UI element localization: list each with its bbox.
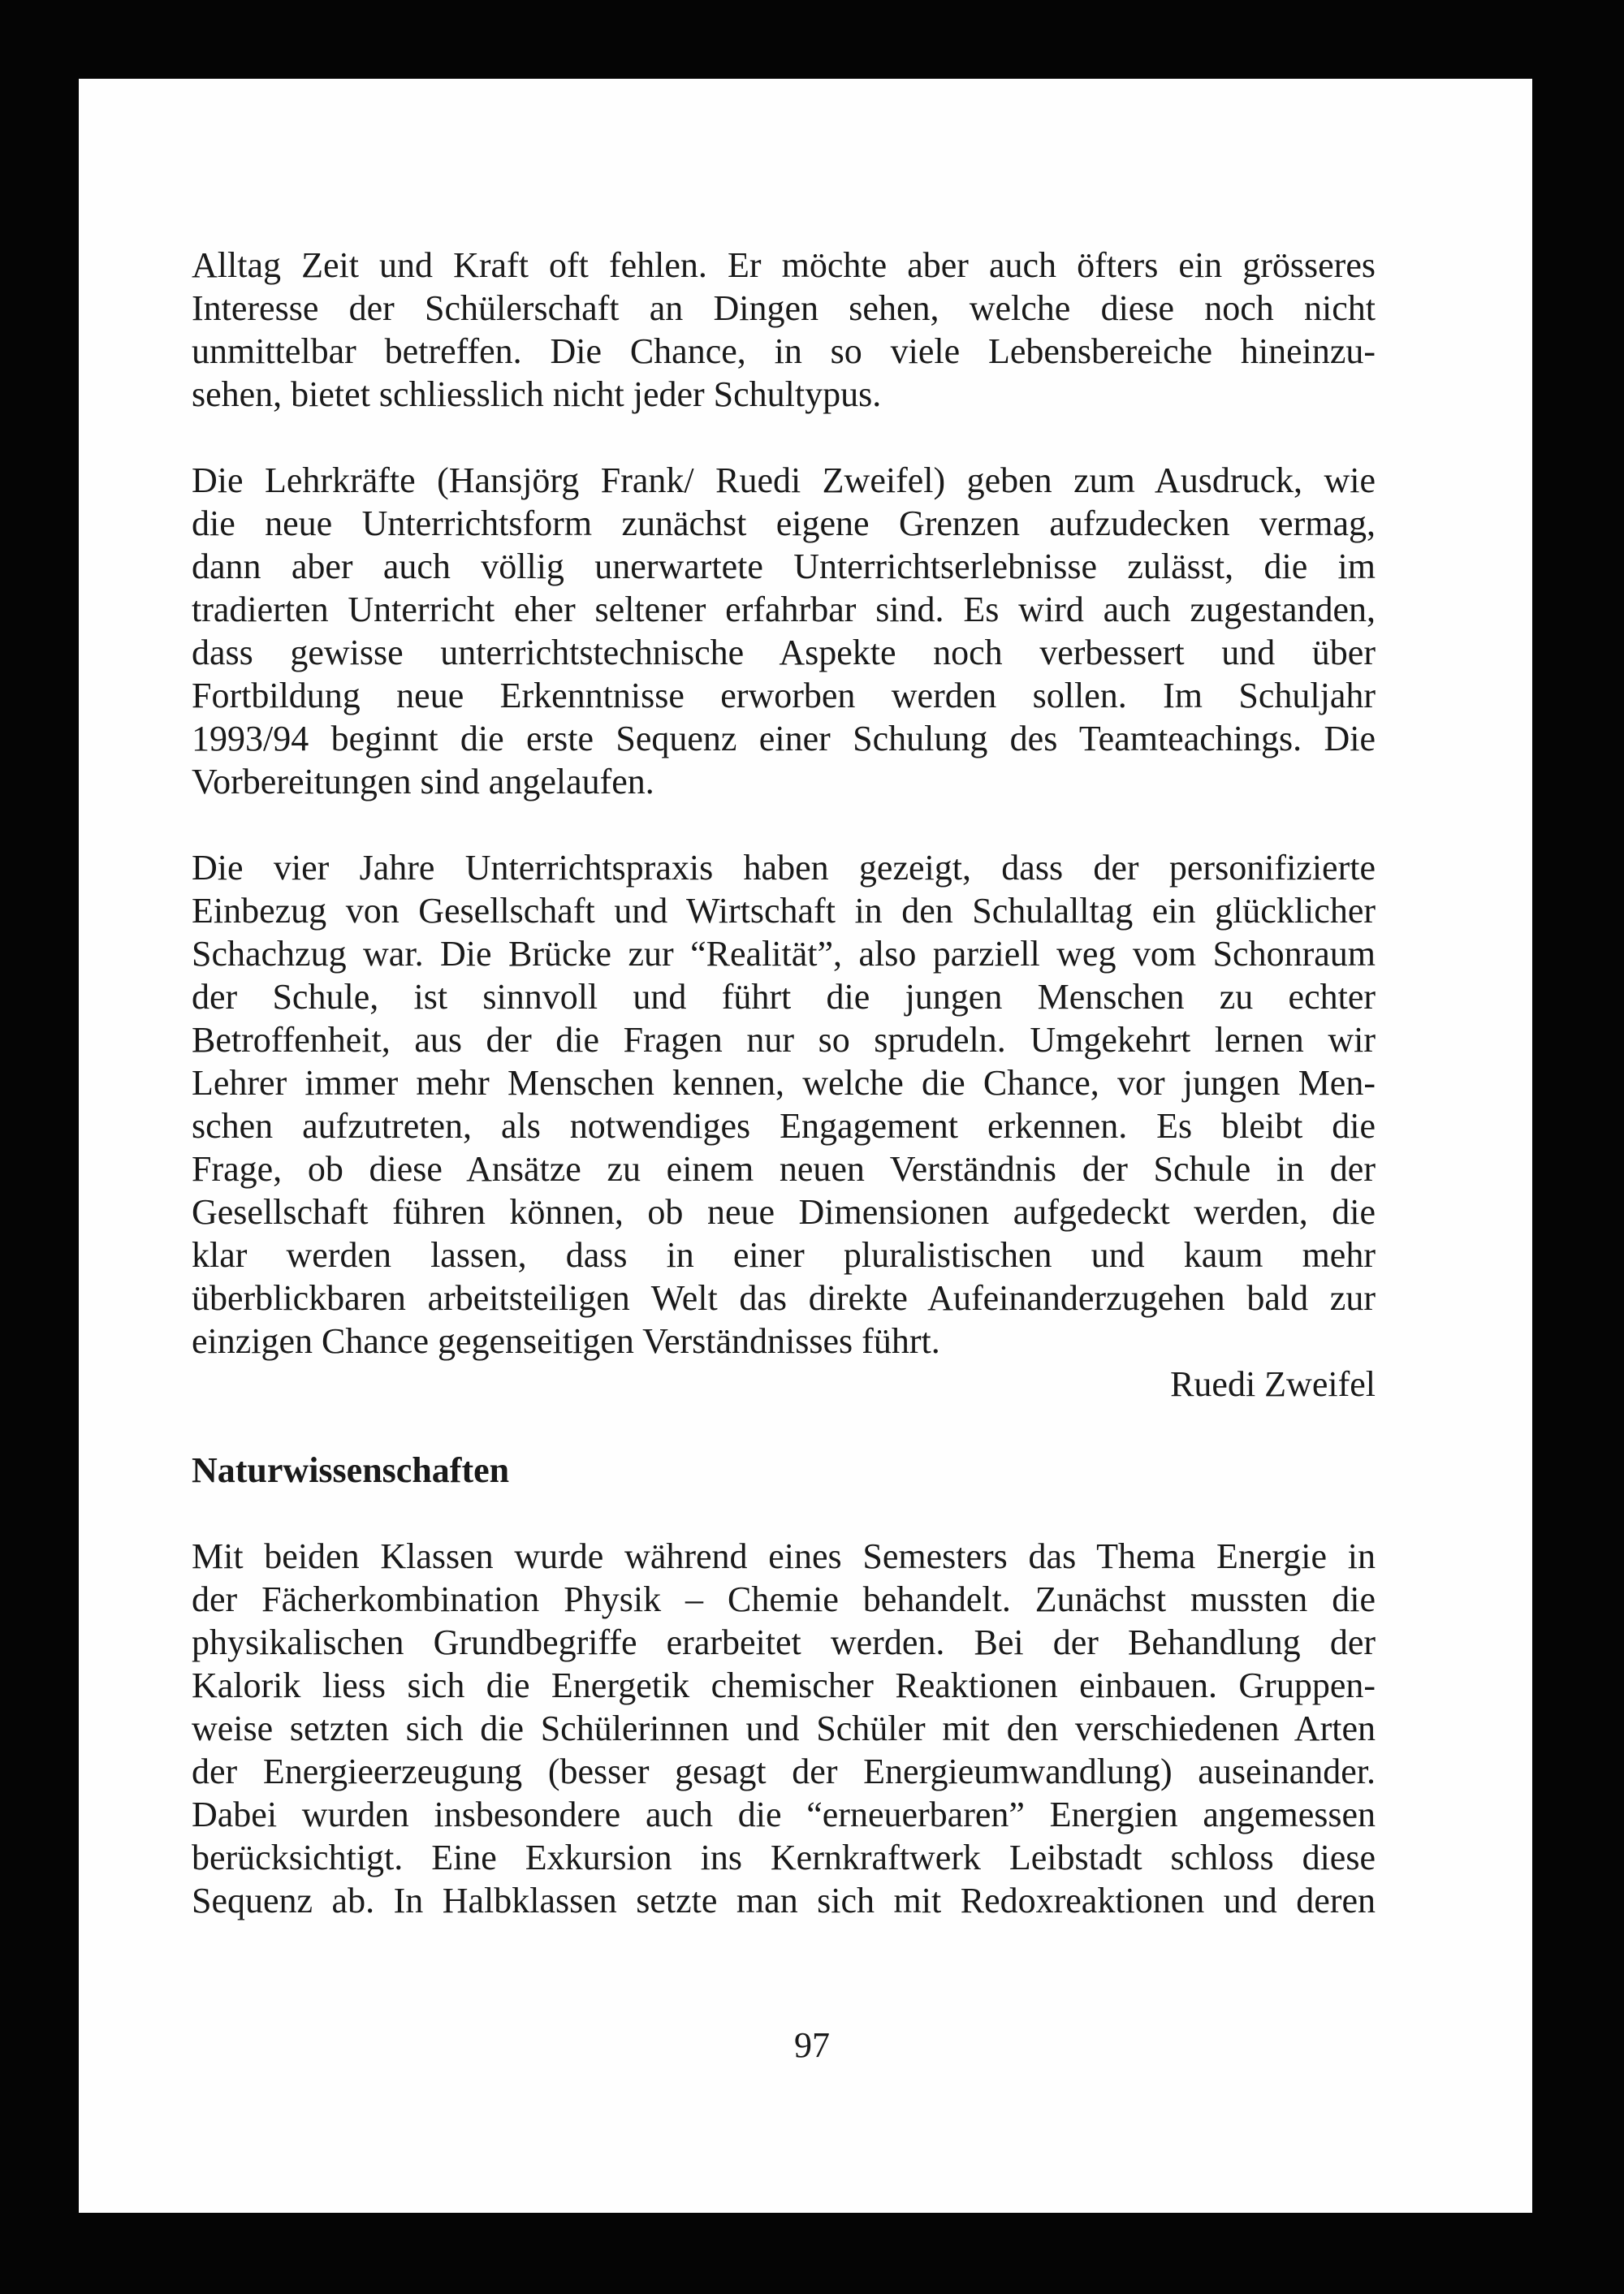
text-line: überblickbaren arbeitsteiligen Welt das direkte Aufeinanderzugehen bald zur bbox=[192, 1278, 1376, 1318]
text-line: schen aufzutreten, als notwendiges Engagement erkennen. Es bleibt die bbox=[192, 1106, 1376, 1146]
text-line: unmittelbar betreffen. Die Chance, in so viele Lebensbereiche hineinzu- bbox=[192, 331, 1376, 371]
text-line: der Fächerkombination Physik – Chemie behandelt. Zunächst mussten die bbox=[192, 1579, 1376, 1619]
text-line: Mit beiden Klassen wurde während eines Semesters das Thema Energie in bbox=[192, 1536, 1376, 1576]
body-text bbox=[192, 244, 1376, 1922]
text-line: Betroffenheit, aus der die Fragen nur so sprudeln. Umgekehrt lernen wir bbox=[192, 1020, 1376, 1060]
text-line: tradierten Unterricht eher seltener erfahrbar sind. Es wird auch zugestanden, bbox=[192, 590, 1376, 629]
section-heading: Naturwissenschaften bbox=[192, 1450, 510, 1490]
text-line: Dabei wurden insbesondere auch die “erneuerbaren” Energien angemessen bbox=[192, 1795, 1376, 1834]
text-line: die neue Unterrichtsform zunächst eigene Grenzen aufzudecken vermag, bbox=[192, 503, 1376, 543]
text-line: einzigen Chance gegenseitigen Verständnisses führt. bbox=[192, 1321, 940, 1361]
text-line: Die Lehrkräfte (Hansjörg Frank/ Ruedi Zweifel) geben zum Ausdruck, wie bbox=[192, 460, 1376, 500]
text-line: 1993/94 beginnt die erste Sequenz einer Schulung des Teamteachings. Die bbox=[192, 719, 1376, 758]
text-line: Alltag Zeit und Kraft oft fehlen. Er möchte aber auch öfters ein grösseres bbox=[192, 245, 1376, 285]
text-line: sehen, bietet schliesslich nicht jeder Schultypus. bbox=[192, 374, 882, 414]
paragraph-3 bbox=[192, 846, 1376, 1363]
text-line: Schachzug war. Die Brücke zur “Realität”, also parziell weg vom Schonraum bbox=[192, 934, 1376, 974]
text-line: klar werden lassen, dass in einer pluralistischen und kaum mehr bbox=[192, 1235, 1376, 1275]
text-line: der Energieerzeugung (besser gesagt der Energieumwandlung) auseinander. bbox=[192, 1752, 1376, 1791]
author-signature: Ruedi Zweifel bbox=[1170, 1364, 1376, 1404]
text-line: physikalischen Grundbegriffe erarbeitet werden. Bei der Behandlung der bbox=[192, 1622, 1376, 1662]
text-line: Sequenz ab. In Halbklassen setzte man sich mit Redoxreaktionen und deren bbox=[192, 1881, 1376, 1920]
text-line: Fortbildung neue Erkenntnisse erworben werden sollen. Im Schuljahr bbox=[192, 676, 1376, 715]
text-line: dass gewisse unterrichtstechnische Aspekte noch verbessert und über bbox=[192, 633, 1376, 672]
paragraph-1 bbox=[192, 244, 1376, 416]
text-line: Die vier Jahre Unterrichtspraxis haben gezeigt, dass der personifizierte bbox=[192, 848, 1376, 888]
text-line: weise setzten sich die Schülerinnen und Schüler mit den verschiedenen Arten bbox=[192, 1709, 1376, 1748]
text-line: Lehrer immer mehr Menschen kennen, welche die Chance, vor jungen Men- bbox=[192, 1063, 1376, 1103]
paragraph-2 bbox=[192, 459, 1376, 803]
text-line: Vorbereitungen sind angelaufen. bbox=[192, 762, 654, 801]
text-line: Frage, ob diese Ansätze zu einem neuen Verständnis der Schule in der bbox=[192, 1149, 1376, 1189]
text-line: Interesse der Schülerschaft an Dingen sehen, welche diese noch nicht bbox=[192, 288, 1376, 328]
text-line: Kalorik liess sich die Energetik chemischer Reaktionen einbauen. Gruppen- bbox=[192, 1665, 1376, 1705]
text-line: Gesellschaft führen können, ob neue Dimensionen aufgedeckt werden, die bbox=[192, 1192, 1376, 1232]
text-line: der Schule, ist sinnvoll und führt die jungen Menschen zu echter bbox=[192, 977, 1376, 1017]
text-line: dann aber auch völlig unerwartete Unterrichtserlebnisse zulässt, die im bbox=[192, 546, 1376, 586]
paragraph-4 bbox=[192, 1535, 1376, 1922]
text-line: Einbezug von Gesellschaft und Wirtschaft in den Schulalltag ein glücklicher bbox=[192, 891, 1376, 931]
page-number: 97 bbox=[794, 2025, 830, 2065]
text-line: berücksichtigt. Eine Exkursion ins Kernkraftwerk Leibstadt schloss diese bbox=[192, 1838, 1376, 1877]
